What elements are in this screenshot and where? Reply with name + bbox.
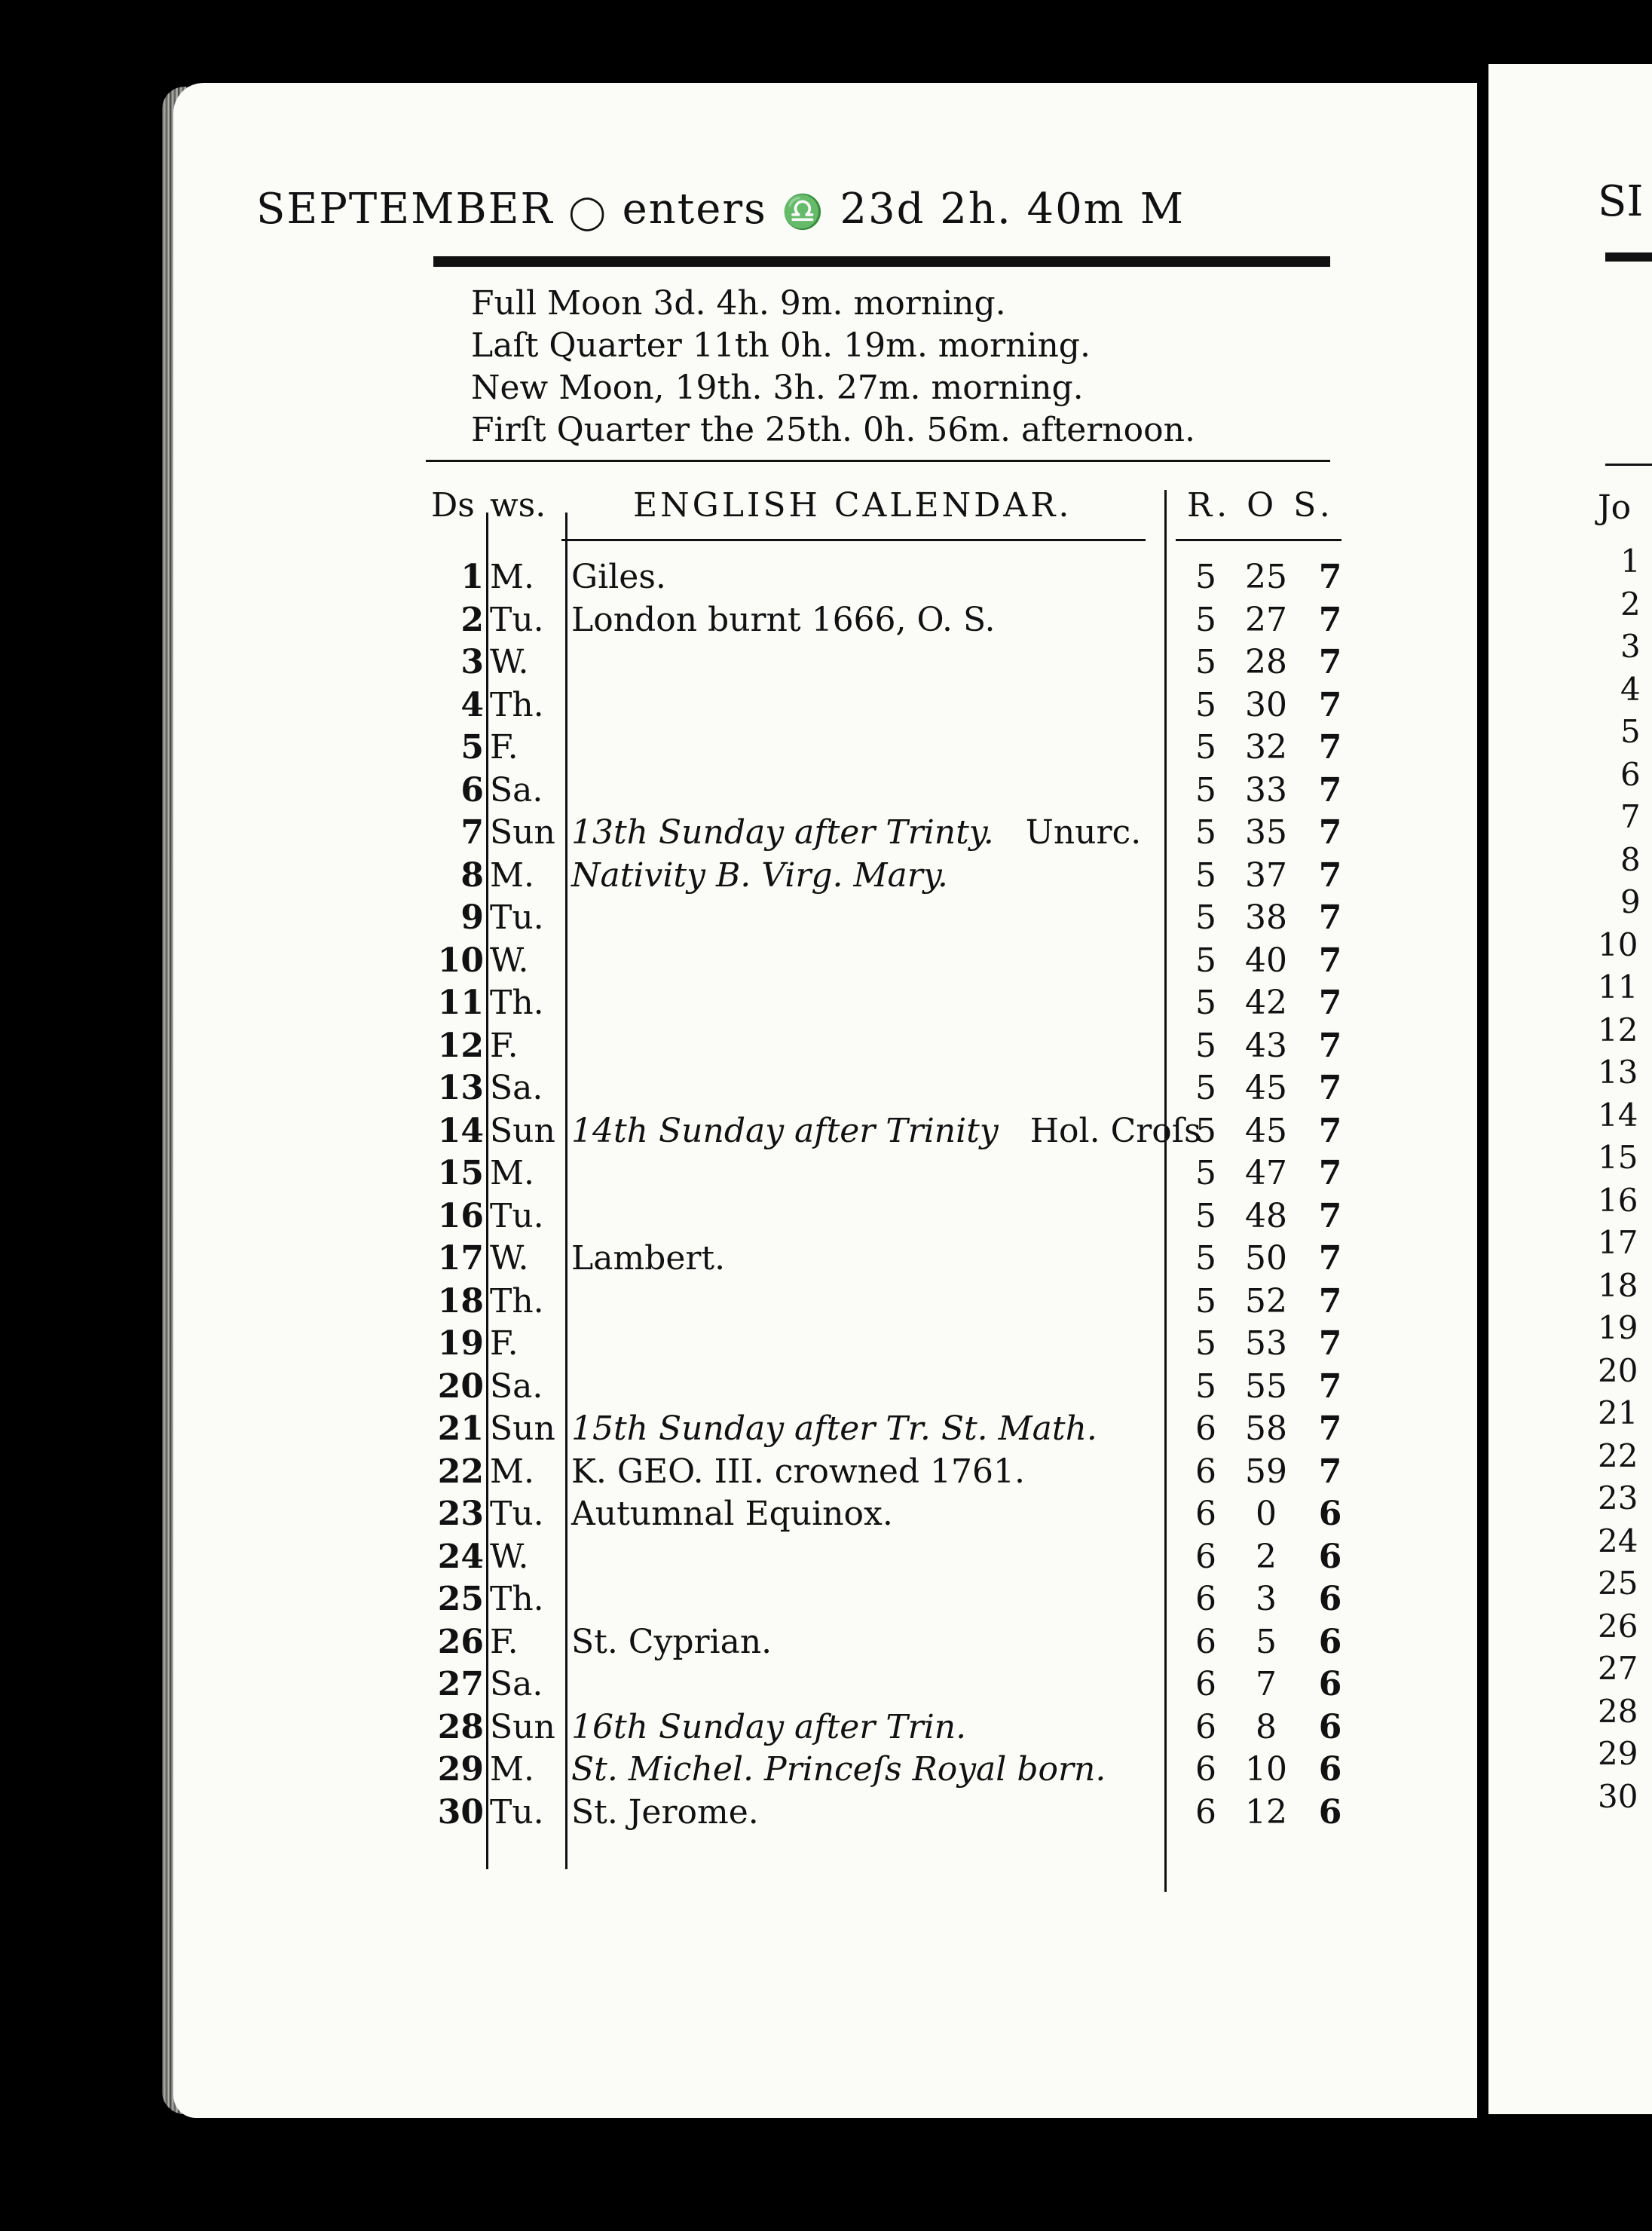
- weekday: Th.: [490, 1281, 544, 1321]
- day-number: 29: [437, 1750, 484, 1789]
- sunset-hour: 7: [1318, 558, 1342, 596]
- sunrise-hour: 5: [1195, 898, 1216, 937]
- table-row: [0, 1665, 1477, 1707]
- day-number: 15: [437, 1154, 484, 1192]
- right-col-header: Jo: [1598, 488, 1632, 527]
- calendar-entry: [571, 1623, 772, 1661]
- sunrise-hour: 5: [1195, 728, 1216, 767]
- table-row: [0, 771, 1477, 813]
- sunrise-hour: 6: [1195, 1622, 1216, 1661]
- sunset-hour: 7: [1318, 643, 1342, 681]
- right-day-number: 12: [1598, 1011, 1638, 1048]
- table-row: [0, 1580, 1477, 1622]
- sunrise-hour: 5: [1195, 643, 1216, 681]
- sunset-hour: 7: [1318, 1026, 1342, 1065]
- calendar-entry-text: Giles.: [571, 558, 666, 596]
- right-day-number: 20: [1598, 1351, 1638, 1389]
- weekday: Sun: [490, 813, 555, 852]
- day-number: 12: [437, 1026, 484, 1065]
- sunset-hour: 7: [1318, 1281, 1342, 1321]
- table-row: [0, 558, 1477, 600]
- moon-phase-line: Laſt Quarter 11th 0h. 19m. morning.: [471, 326, 1091, 365]
- day-number: 5: [460, 728, 484, 767]
- sunrise-minute: 28: [1245, 643, 1287, 681]
- day-number: 18: [437, 1281, 484, 1321]
- right-heading-rule: [1605, 252, 1652, 262]
- right-page-heading: SI: [1598, 177, 1644, 226]
- calendar-entry-italic: St. Michel. Princeſs Royal born.: [571, 1750, 1106, 1789]
- sunset-hour: 7: [1318, 1324, 1342, 1363]
- right-day-number: 1: [1620, 543, 1641, 580]
- calendar-entry-italic: 16th Sunday after Trin.: [571, 1707, 967, 1746]
- sunrise-hour: 5: [1195, 1111, 1216, 1150]
- calendar-entry-text: St. Jerome.: [571, 1792, 759, 1832]
- table-row: [0, 1452, 1477, 1495]
- moon-phase-line: Firſt Quarter the 25th. 0h. 56m. afternoon.: [471, 411, 1195, 449]
- day-number: 2: [460, 600, 484, 639]
- sunset-hour: 7: [1318, 728, 1342, 767]
- right-day-number: 14: [1598, 1096, 1638, 1134]
- table-row: [0, 813, 1477, 855]
- moon-phases: [471, 283, 1195, 451]
- header-underline: [1176, 539, 1341, 541]
- right-day-number: 19: [1598, 1309, 1638, 1346]
- sunrise-hour: 5: [1195, 600, 1216, 639]
- day-number: 8: [460, 855, 484, 895]
- sunrise-hour: 5: [1195, 813, 1216, 852]
- sunrise-minute: 7: [1256, 1665, 1277, 1703]
- page-heading: [256, 185, 1349, 234]
- calendar-entry: [571, 1112, 1201, 1150]
- moon-phase-line: New Moon, 19th. 3h. 27m. morning.: [471, 369, 1084, 407]
- weekday: Sun: [490, 1111, 555, 1150]
- sunrise-minute: 45: [1245, 1069, 1287, 1107]
- day-number: 23: [437, 1495, 484, 1533]
- weekday: M.: [490, 558, 535, 596]
- weekday: Th.: [490, 685, 544, 724]
- sunrise-hour: 5: [1195, 941, 1216, 980]
- sunrise-hour: 6: [1195, 1665, 1216, 1703]
- right-day-number: 13: [1598, 1054, 1638, 1091]
- sunrise-hour: 5: [1195, 1069, 1216, 1107]
- right-day-number: 18: [1598, 1266, 1638, 1304]
- sunrise-minute: 32: [1245, 728, 1287, 767]
- right-table-rule: [1605, 464, 1652, 466]
- col-header-sun: R. O S.: [1187, 486, 1335, 525]
- day-number: 24: [437, 1537, 484, 1576]
- day-number: 13: [437, 1069, 484, 1107]
- table-row: [0, 1750, 1477, 1792]
- calendar-entry: [571, 813, 1141, 852]
- sunrise-minute: 30: [1245, 685, 1287, 724]
- weekday: Sa.: [490, 770, 543, 809]
- right-day-number: 8: [1620, 840, 1641, 878]
- sunrise-minute: 48: [1245, 1196, 1287, 1235]
- right-day-number: 17: [1598, 1224, 1638, 1261]
- sunset-hour: 6: [1318, 1707, 1342, 1746]
- sunset-hour: 7: [1318, 898, 1342, 937]
- sunset-hour: 7: [1318, 1239, 1342, 1278]
- sunrise-hour: 5: [1195, 1366, 1216, 1406]
- day-number: 10: [437, 941, 484, 980]
- table-row: [0, 1538, 1477, 1580]
- right-day-number: 10: [1598, 926, 1638, 963]
- table-row: [0, 643, 1477, 685]
- sunrise-minute: 37: [1245, 855, 1287, 895]
- calendar-entry: [571, 1793, 759, 1832]
- table-row: [0, 1409, 1477, 1452]
- weekday: Tu.: [490, 1196, 544, 1235]
- enters-label: enters: [622, 185, 767, 234]
- sunrise-minute: 5: [1256, 1622, 1277, 1661]
- weekday: W.: [490, 1239, 529, 1278]
- table-row: [0, 1367, 1477, 1409]
- table-row: [0, 984, 1477, 1026]
- sunrise-hour: 5: [1195, 1154, 1216, 1192]
- calendar-entry: [571, 1409, 1097, 1448]
- table-row: [0, 1197, 1477, 1239]
- sunset-hour: 7: [1318, 1452, 1342, 1491]
- right-day-number: 23: [1598, 1480, 1638, 1516]
- day-number: 19: [437, 1324, 484, 1363]
- table-row: [0, 941, 1477, 984]
- table-row: [0, 601, 1477, 643]
- sunrise-minute: 59: [1245, 1452, 1287, 1491]
- right-day-number: 2: [1620, 585, 1641, 623]
- sunrise-minute: 35: [1245, 813, 1287, 852]
- calendar-entry: [571, 1495, 893, 1533]
- right-day-number: 15: [1598, 1139, 1638, 1176]
- right-day-number: 9: [1620, 883, 1641, 920]
- table-row: [0, 1324, 1477, 1366]
- calendar-entry-italic: 15th Sunday after Tr. St. Math.: [571, 1409, 1097, 1448]
- day-number: 28: [437, 1707, 484, 1746]
- sunrise-hour: 5: [1195, 1324, 1216, 1363]
- calendar-entry: [571, 1708, 966, 1746]
- sunrise-hour: 6: [1195, 1537, 1216, 1576]
- day-number: 16: [437, 1196, 484, 1235]
- weekday: Tu.: [490, 1792, 544, 1832]
- day-number: 22: [437, 1452, 484, 1491]
- sunrise-hour: 6: [1195, 1707, 1216, 1746]
- calendar-entry-text: Unurc.: [1025, 813, 1142, 852]
- sunset-hour: 6: [1318, 1665, 1342, 1703]
- weekday: Th.: [490, 1580, 544, 1618]
- right-day-number: 22: [1598, 1437, 1638, 1474]
- ingress-time: 23d 2h. 40m M: [840, 185, 1185, 234]
- table-row: [0, 686, 1477, 728]
- sunset-hour: 6: [1318, 1750, 1342, 1789]
- sunrise-minute: 45: [1245, 1111, 1287, 1150]
- header-underline: [561, 539, 1146, 541]
- table-top-rule: [426, 460, 1330, 462]
- weekday: Sun: [490, 1707, 555, 1746]
- calendar-entry-text: Autumnal Equinox.: [571, 1495, 893, 1533]
- sunrise-minute: 8: [1256, 1707, 1277, 1746]
- table-row: [0, 1112, 1477, 1154]
- sunrise-hour: 6: [1195, 1409, 1216, 1448]
- table-row: [0, 1282, 1477, 1324]
- calendar-entry-text: Hol. Croſs: [1029, 1111, 1201, 1150]
- sunset-hour: 6: [1318, 1792, 1342, 1832]
- calendar-entry-text: London burnt 1666, O. S.: [571, 600, 996, 639]
- sunrise-minute: 50: [1245, 1239, 1287, 1278]
- right-day-number: 30: [1598, 1777, 1638, 1815]
- day-number: 1: [460, 558, 484, 596]
- table-row: [0, 1708, 1477, 1750]
- weekday: M.: [490, 1154, 535, 1192]
- sunrise-minute: 0: [1256, 1495, 1277, 1533]
- sunrise-minute: 58: [1245, 1409, 1287, 1448]
- sunrise-minute: 27: [1245, 600, 1287, 639]
- weekday: F.: [490, 1622, 519, 1661]
- right-day-number: 21: [1598, 1394, 1638, 1431]
- sunrise-hour: 6: [1195, 1452, 1216, 1491]
- sunset-hour: 6: [1318, 1622, 1342, 1661]
- right-day-number: 7: [1620, 798, 1641, 835]
- sunset-hour: 7: [1318, 1409, 1342, 1448]
- day-number: 4: [460, 685, 484, 724]
- weekday: W.: [490, 1537, 529, 1576]
- sunset-hour: 7: [1318, 770, 1342, 809]
- calendar-entry-italic: Nativity B. Virg. Mary.: [571, 855, 948, 895]
- sunset-hour: 6: [1318, 1495, 1342, 1533]
- day-number: 17: [437, 1239, 484, 1278]
- weekday: Sa.: [490, 1665, 543, 1703]
- sunrise-hour: 5: [1195, 558, 1216, 596]
- weekday: Sa.: [490, 1366, 543, 1406]
- sunset-hour: 7: [1318, 685, 1342, 724]
- right-day-number: 6: [1620, 755, 1641, 793]
- table-row: [0, 1027, 1477, 1069]
- sun-symbol-icon: ◯: [568, 193, 607, 231]
- weekday: Tu.: [490, 1495, 544, 1533]
- sunrise-hour: 5: [1195, 855, 1216, 895]
- weekday: Th.: [490, 984, 544, 1022]
- sunset-hour: 7: [1318, 1069, 1342, 1107]
- sunset-hour: 6: [1318, 1537, 1342, 1576]
- table-row: [0, 898, 1477, 941]
- sunset-hour: 7: [1318, 984, 1342, 1022]
- sunrise-minute: 47: [1245, 1154, 1287, 1192]
- weekday: Sa.: [490, 1069, 543, 1107]
- weekday: F.: [490, 1324, 519, 1363]
- sunrise-minute: 3: [1256, 1580, 1277, 1618]
- table-row: [0, 1154, 1477, 1196]
- month-name: SEPTEMBER: [256, 185, 554, 234]
- right-day-number: 24: [1598, 1522, 1638, 1559]
- col-header-calendar: ENGLISH CALENDAR.: [633, 486, 1072, 525]
- libra-symbol-icon: ♎: [782, 193, 825, 231]
- right-day-number: 4: [1620, 670, 1641, 708]
- table-row: [0, 1623, 1477, 1665]
- right-day-number: 29: [1598, 1735, 1638, 1772]
- sunrise-hour: 5: [1195, 1239, 1216, 1278]
- weekday: M.: [490, 1750, 535, 1789]
- day-number: 30: [437, 1792, 484, 1832]
- sunset-hour: 7: [1318, 1111, 1342, 1150]
- sunrise-hour: 6: [1195, 1750, 1216, 1789]
- table-row: [0, 1495, 1477, 1537]
- moon-phase-line: Full Moon 3d. 4h. 9m. morning.: [471, 284, 1006, 323]
- sunrise-hour: 5: [1195, 1026, 1216, 1065]
- sunrise-hour: 5: [1195, 1281, 1216, 1321]
- day-number: 26: [437, 1622, 484, 1661]
- sunrise-minute: 55: [1245, 1366, 1287, 1406]
- col-header-weekdays: ws.: [490, 486, 546, 525]
- day-number: 6: [460, 770, 484, 809]
- calendar-entry-text: St. Cyprian.: [571, 1622, 772, 1661]
- sunrise-hour: 6: [1195, 1792, 1216, 1832]
- sunrise-hour: 5: [1195, 984, 1216, 1022]
- weekday: W.: [490, 643, 529, 681]
- table-row: [0, 1069, 1477, 1111]
- sunrise-minute: 52: [1245, 1281, 1287, 1321]
- calendar-entry-italic: 13th Sunday after Trinty.: [571, 813, 994, 852]
- weekday: F.: [490, 1026, 519, 1065]
- right-day-number: 25: [1598, 1565, 1638, 1602]
- day-number: 11: [437, 984, 484, 1022]
- sunset-hour: 7: [1318, 600, 1342, 639]
- day-number: 14: [437, 1111, 484, 1150]
- calendar-entry: [571, 1239, 725, 1278]
- sunset-hour: 7: [1318, 813, 1342, 852]
- weekday: W.: [490, 941, 529, 980]
- sunrise-minute: 53: [1245, 1324, 1287, 1363]
- sunrise-minute: 42: [1245, 984, 1287, 1022]
- calendar-entry-text: Lambert.: [571, 1239, 726, 1278]
- weekday: M.: [490, 1452, 535, 1491]
- day-number: 3: [460, 643, 484, 681]
- calendar-entry-italic: 14th Sunday after Trinity: [571, 1111, 999, 1150]
- day-number: 27: [437, 1665, 484, 1703]
- table-row: [0, 1793, 1477, 1835]
- right-day-number: 16: [1598, 1181, 1638, 1219]
- weekday: Sun: [490, 1409, 555, 1448]
- weekday: Tu.: [490, 600, 544, 639]
- right-day-number: 3: [1620, 628, 1641, 665]
- sunset-hour: 7: [1318, 1366, 1342, 1406]
- calendar-entry: [571, 601, 996, 639]
- day-number: 20: [437, 1366, 484, 1406]
- sunset-hour: 6: [1318, 1580, 1342, 1618]
- day-number: 7: [460, 813, 484, 852]
- calendar-entry-text: K. GEO. III. crowned 1761.: [571, 1452, 1026, 1491]
- sunrise-minute: 43: [1245, 1026, 1287, 1065]
- sunrise-minute: 2: [1256, 1537, 1277, 1576]
- day-number: 21: [437, 1409, 484, 1448]
- sunrise-minute: 33: [1245, 770, 1287, 809]
- sunrise-hour: 6: [1195, 1580, 1216, 1618]
- table-row: [0, 1239, 1477, 1281]
- right-day-number: 27: [1598, 1650, 1638, 1687]
- weekday: Tu.: [490, 898, 544, 937]
- sunrise-hour: 6: [1195, 1495, 1216, 1533]
- sunrise-minute: 38: [1245, 898, 1287, 937]
- sunrise-hour: 5: [1195, 770, 1216, 809]
- sunrise-minute: 40: [1245, 941, 1287, 980]
- calendar-entry: [571, 856, 948, 895]
- day-number: 25: [437, 1580, 484, 1618]
- heading-rule: [433, 256, 1330, 267]
- calendar-entry: [571, 1750, 1106, 1789]
- sunrise-hour: 5: [1195, 685, 1216, 724]
- weekday: M.: [490, 855, 535, 895]
- calendar-entry: [571, 1452, 1025, 1491]
- sunset-hour: 7: [1318, 941, 1342, 980]
- sunset-hour: 7: [1318, 1154, 1342, 1192]
- right-day-number: 28: [1598, 1692, 1638, 1730]
- right-day-number: 11: [1598, 969, 1638, 1005]
- weekday: F.: [490, 728, 519, 767]
- sunrise-minute: 10: [1245, 1750, 1287, 1789]
- day-number: 9: [460, 898, 484, 937]
- col-header-days: Ds: [431, 486, 475, 525]
- table-row: [0, 728, 1477, 770]
- table-row: [0, 856, 1477, 898]
- sunrise-minute: 12: [1245, 1792, 1287, 1832]
- right-day-number: 5: [1620, 713, 1641, 750]
- calendar-entry: [571, 558, 666, 596]
- sunset-hour: 7: [1318, 855, 1342, 895]
- sunrise-minute: 25: [1245, 558, 1287, 596]
- sunrise-hour: 5: [1195, 1196, 1216, 1235]
- sunset-hour: 7: [1318, 1196, 1342, 1235]
- right-day-number: 26: [1598, 1607, 1638, 1645]
